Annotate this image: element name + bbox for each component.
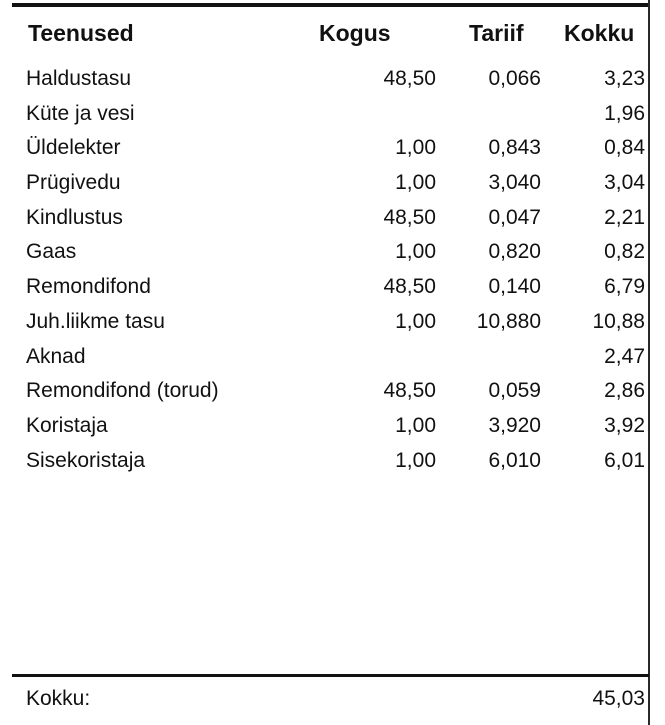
service-name: Remondifond (torud) — [26, 379, 219, 403]
service-total: 1,96 — [604, 101, 645, 125]
service-quantity: 48,50 — [383, 275, 436, 299]
service-quantity: 1,00 — [395, 240, 436, 264]
table-footer — [0, 684, 665, 718]
service-quantity: 48,50 — [383, 205, 436, 229]
service-rate: 0,066 — [488, 67, 541, 90]
service-total: 2,47 — [604, 344, 645, 368]
service-name: Sisekoristaja — [26, 448, 146, 472]
service-total: 0,82 — [604, 240, 645, 264]
header-total: Kokku — [564, 20, 635, 46]
header-rate: Tariif — [469, 20, 524, 46]
service-rate: 3,920 — [488, 413, 541, 437]
service-name: Remondifond — [26, 275, 151, 299]
service-total: 3,04 — [604, 171, 645, 195]
footer-total-label: Kokku: — [26, 687, 91, 710]
service-rate: 0,140 — [488, 275, 541, 299]
service-rate: 0,820 — [488, 240, 541, 264]
service-name: Küte ja vesi — [26, 101, 135, 125]
service-name: Kindlustus — [26, 205, 123, 229]
service-total: 6,79 — [604, 275, 645, 299]
table-row — [0, 376, 665, 411]
service-total: 10,88 — [592, 309, 645, 333]
service-name: Prügivedu — [26, 171, 121, 195]
service-quantity: 1,00 — [395, 171, 436, 195]
service-quantity: 1,00 — [395, 448, 436, 472]
table-row — [0, 237, 665, 272]
table-row — [0, 133, 665, 168]
service-rate: 0,843 — [488, 136, 541, 160]
service-total: 6,01 — [604, 448, 645, 472]
service-rate: 0,059 — [488, 379, 541, 403]
table-row — [0, 342, 665, 377]
service-rate: 6,010 — [488, 448, 541, 472]
service-quantity: 48,50 — [383, 379, 436, 403]
table-row — [0, 272, 665, 307]
service-name: Aknad — [26, 344, 86, 368]
service-name: Haldustasu — [26, 67, 132, 90]
service-total: 3,23 — [604, 67, 645, 90]
table-row — [0, 99, 665, 134]
service-rate: 10,880 — [476, 309, 541, 333]
service-name: Juh.liikme tasu — [26, 309, 165, 333]
footer-total-value: 45,03 — [592, 687, 645, 710]
service-total: 2,21 — [604, 205, 645, 229]
service-total: 3,92 — [604, 413, 645, 437]
service-name: Üldelekter — [26, 136, 121, 160]
table-body — [0, 64, 665, 480]
table-row — [0, 446, 665, 481]
service-name: Koristaja — [26, 413, 108, 437]
table-row — [0, 411, 665, 446]
top-divider — [12, 3, 649, 7]
service-quantity: 1,00 — [395, 136, 436, 160]
service-total: 0,84 — [604, 136, 645, 160]
table-row — [0, 307, 665, 342]
service-rate: 0,047 — [488, 205, 541, 229]
service-name: Gaas — [26, 240, 77, 264]
table-row — [0, 64, 665, 99]
service-quantity: 1,00 — [395, 413, 436, 437]
service-quantity: 1,00 — [395, 309, 436, 333]
table-header — [0, 18, 665, 52]
service-total: 2,86 — [604, 379, 645, 403]
service-rate: 3,040 — [488, 171, 541, 195]
header-services: Teenused — [28, 20, 134, 46]
table-row — [0, 168, 665, 203]
bottom-divider — [12, 674, 649, 677]
service-quantity: 48,50 — [383, 67, 436, 90]
table-row — [0, 203, 665, 238]
header-quantity: Kogus — [319, 20, 391, 46]
